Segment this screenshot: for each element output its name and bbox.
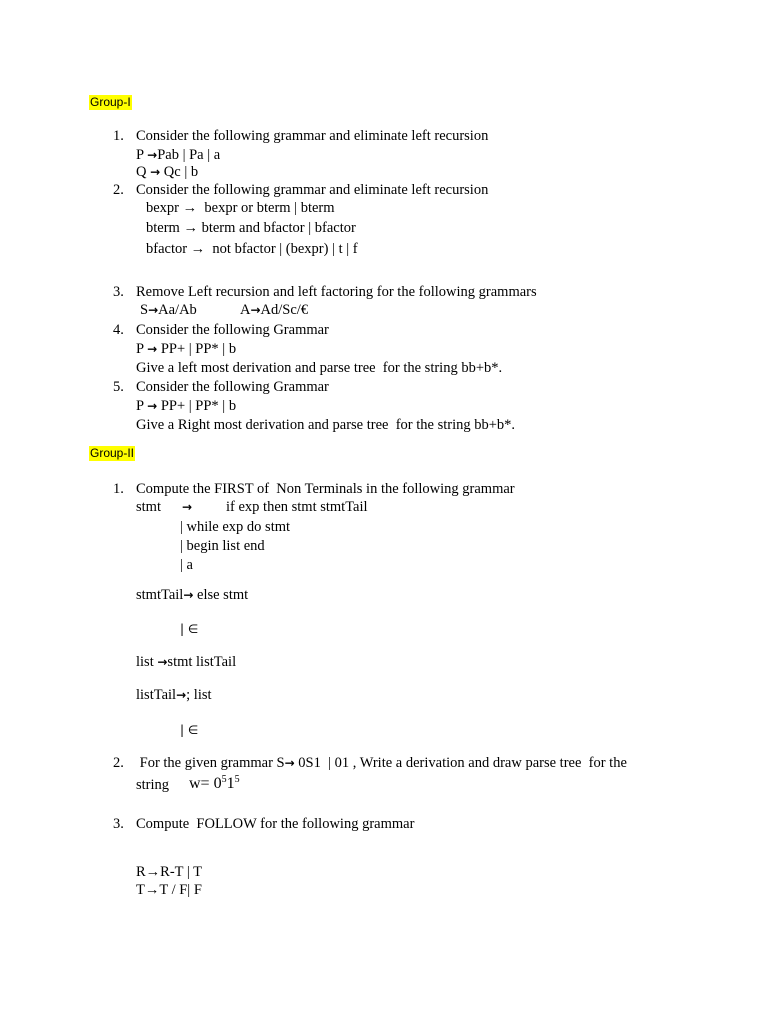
g2q2-text bbox=[136, 754, 627, 772]
g2q2-text-a: For the given grammar S bbox=[136, 755, 285, 771]
q4-number: 4. bbox=[113, 322, 124, 338]
rule-rhs: PP+ | PP* | b bbox=[157, 341, 237, 357]
group2-heading: Group-II bbox=[90, 446, 135, 460]
rule-lhs: P bbox=[136, 398, 148, 414]
rule-rhs: else stmt bbox=[193, 587, 249, 603]
arrow-icon: → bbox=[183, 588, 194, 602]
g2q1-stmttail-alt: | ∈ bbox=[180, 622, 199, 636]
rule-rhs: Pab | Pa | a bbox=[157, 147, 221, 163]
arrow-icon: → bbox=[150, 165, 161, 179]
w-label: w= 0 bbox=[189, 775, 222, 792]
q5-number: 5. bbox=[113, 379, 124, 395]
q1-rule-q bbox=[136, 163, 198, 181]
g2q1-stmt-lhs: stmt bbox=[136, 499, 161, 515]
g2q3-rule-r: R→R-T | T bbox=[136, 864, 203, 880]
g2q3-rule-t: T→T / F| F bbox=[136, 882, 202, 898]
q1-rule-p bbox=[136, 146, 220, 164]
q2-number: 2. bbox=[113, 182, 124, 198]
rule-lhs: list bbox=[136, 654, 158, 670]
q2-rule-bexpr: bexpr → bexpr or bterm | bterm bbox=[146, 200, 335, 216]
arrow-icon: → bbox=[148, 303, 159, 317]
rule-lhs: listTail bbox=[136, 687, 177, 703]
g2q2-string-label: string bbox=[136, 777, 170, 793]
g2q1-list-rule bbox=[136, 653, 236, 671]
arrow-icon: → bbox=[147, 342, 158, 356]
g2q2-string bbox=[136, 776, 169, 794]
g2q1-stmt-alt-a: | a bbox=[180, 557, 193, 573]
g2q1-number: 1. bbox=[113, 481, 124, 497]
rule-rhs: Ad/Sc/€ bbox=[260, 302, 309, 318]
arrow-icon: → bbox=[250, 303, 261, 317]
rule-lhs: S bbox=[140, 302, 149, 318]
q3-number: 3. bbox=[113, 284, 124, 300]
q4-rule bbox=[136, 340, 236, 358]
q5-text: Consider the following Grammar bbox=[136, 379, 329, 395]
g2q2-w-value bbox=[189, 775, 240, 793]
q4-text: Consider the following Grammar bbox=[136, 322, 329, 338]
q3-rule-s bbox=[140, 301, 197, 319]
w-exponent-2: 5 bbox=[234, 774, 240, 785]
arrow-icon: → bbox=[176, 688, 187, 702]
g2q3-text: Compute FOLLOW for the following grammar bbox=[136, 816, 415, 832]
g2q1-listtail-rule bbox=[136, 686, 212, 704]
q5-rule bbox=[136, 397, 236, 415]
arrow-icon: → bbox=[147, 399, 158, 413]
g2q3-number: 3. bbox=[113, 816, 124, 832]
arrow-icon: → bbox=[284, 756, 295, 770]
g2q2-number: 2. bbox=[113, 755, 124, 771]
rule-rhs: ; list bbox=[186, 687, 212, 703]
rule-rhs: Aa/Ab bbox=[158, 302, 197, 318]
arrow-icon: → bbox=[147, 148, 158, 162]
rule-lhs: A bbox=[240, 302, 251, 318]
g2q2-text-b: 0S1 | 01 , Write a derivation and draw parse tree for the bbox=[294, 755, 627, 771]
g2q1-stmt-alt-begin: | begin list end bbox=[180, 538, 265, 554]
q1-number: 1. bbox=[113, 128, 124, 144]
w-exponent-1: 5 bbox=[221, 774, 227, 785]
g2q1-stmt-alt-while: | while exp do stmt bbox=[180, 519, 291, 535]
q2-rule-bfactor: bfactor → not bfactor | (bexpr) | t | f bbox=[146, 241, 358, 257]
rule-lhs: P bbox=[136, 341, 148, 357]
rule-lhs: Q bbox=[136, 164, 151, 180]
g2q1-listtail-alt: | ∈ bbox=[180, 723, 199, 737]
g2q1-text: Compute the FIRST of Non Terminals in the following grammar bbox=[136, 481, 515, 497]
w-mid: 1 bbox=[226, 775, 235, 792]
g2q1-stmttail-rule bbox=[136, 586, 248, 604]
q3-rule-a bbox=[240, 301, 308, 319]
q4-task: Give a left most derivation and parse tree for the string bb+b*. bbox=[136, 360, 503, 376]
rule-rhs: Qc | b bbox=[163, 164, 199, 180]
g2q1-stmt-rhs: if exp then stmt stmtTail bbox=[226, 499, 368, 515]
rule-rhs: stmt listTail bbox=[167, 654, 237, 670]
q2-rule-bterm: bterm → bterm and bfactor | bfactor bbox=[146, 220, 356, 236]
rule-rhs: PP+ | PP* | b bbox=[157, 398, 237, 414]
q2-text: Consider the following grammar and eliminate left recursion bbox=[136, 182, 489, 198]
group1-heading: Group-I bbox=[90, 95, 131, 109]
rule-lhs: P bbox=[136, 147, 148, 163]
arrow-icon: → bbox=[182, 500, 193, 514]
arrow-icon: → bbox=[157, 655, 168, 669]
q5-task: Give a Right most derivation and parse tree for the string bb+b*. bbox=[136, 417, 516, 433]
q3-text: Remove Left recursion and left factoring for the following grammars bbox=[136, 284, 537, 300]
q1-text: Consider the following grammar and eliminate left recursion bbox=[136, 128, 489, 144]
rule-lhs: stmtTail bbox=[136, 587, 184, 603]
